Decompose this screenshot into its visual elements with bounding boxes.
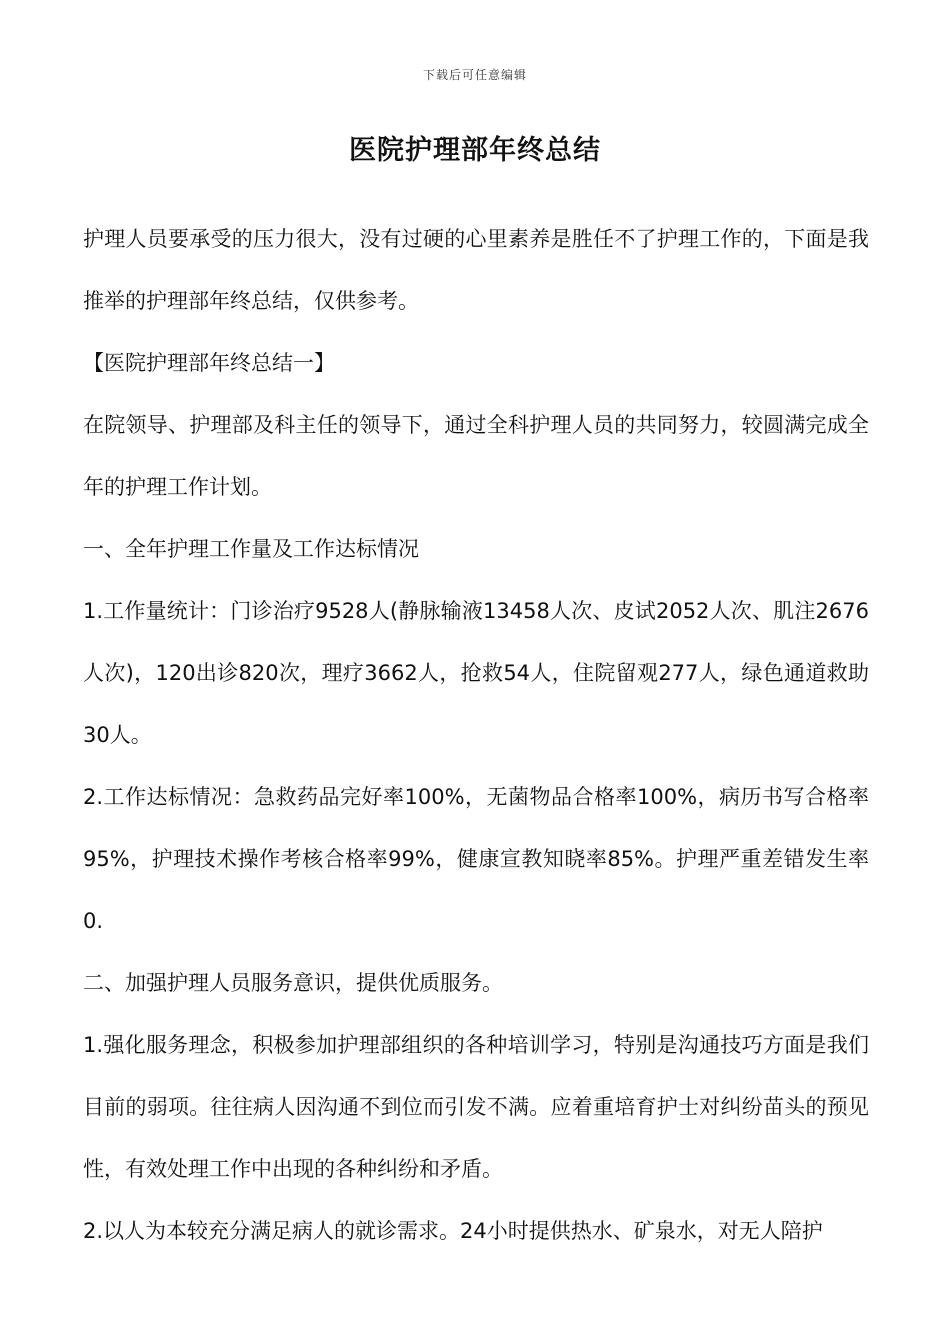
workload-statistics-paragraph: 1.工作量统计：门诊治疗9528人(静脉输液13458人次、皮试2052人次、肌注2676人次)，120出诊820次，理疗3662人，抢救54人，住院留观277人，绿色通道救助30人。 (83, 599, 869, 747)
header-note: 下载后可任意编辑 (422, 68, 527, 82)
document-title: 医院护理部年终总结 (349, 135, 601, 166)
service-paragraph-1: 1.强化服务理念，积极参加护理部组织的各种培训学习，特别是沟通技巧方面是我们目前的弱项。往往病人因沟通不到位而引发不满。应着重培育护士对纠纷苗头的预见性，有效处理工作中出现的各种纠纷和矛盾。 (83, 1033, 869, 1181)
service-paragraph-2: 2.以人为本较充分满足病人的就诊需求。24小时提供热水、矿泉水，对无人陪护 (83, 1219, 823, 1243)
intro-paragraph: 护理人员要承受的压力很大，没有过硬的心里素养是胜任不了护理工作的，下面是我推举的护理部年终总结，仅供参考。 (83, 227, 869, 313)
section-heading-summary-one: 【医院护理部年终总结一】 (83, 351, 335, 375)
standards-paragraph: 2.工作达标情况：急救药品完好率100%，无菌物品合格率100%，病历书写合格率95%，护理技术操作考核合格率99%，健康宣教知晓率85%。护理严重差错发生率0. (83, 785, 869, 933)
section-heading-service: 二、加强护理人员服务意识，提供优质服务。 (83, 971, 503, 995)
summary-paragraph: 在院领导、护理部及科主任的领导下，通过全科护理人员的共同努力，较圆满完成全年的护理工作计划。 (83, 413, 869, 499)
section-heading-workload: 一、全年护理工作量及工作达标情况 (83, 537, 419, 561)
document-body (83, 208, 869, 1262)
